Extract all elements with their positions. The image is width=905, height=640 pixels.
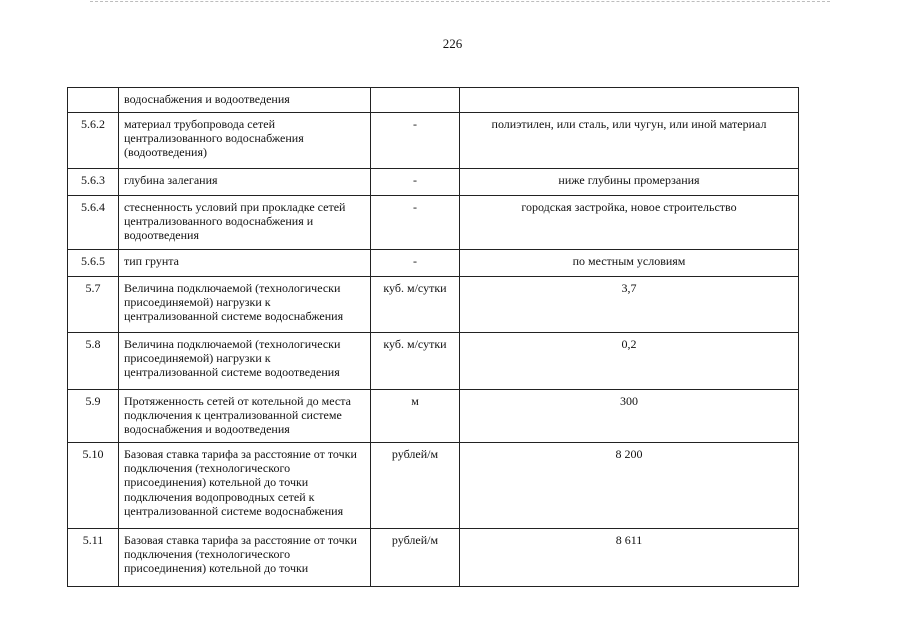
row-value: полиэтилен, или сталь, или чугун, или иной материал — [460, 113, 799, 169]
row-number: 5.10 — [68, 443, 119, 529]
row-parameter: водоснабжения и водоотведения — [119, 88, 371, 113]
row-unit: - — [371, 250, 460, 277]
row-value: ниже глубины промерзания — [460, 169, 799, 196]
row-parameter: Величина подключаемой (технологически присоединяемой) нагрузки к централизованной системе водоснабжения — [119, 277, 371, 333]
row-number: 5.6.2 — [68, 113, 119, 169]
row-number: 5.9 — [68, 390, 119, 443]
table-row — [68, 196, 799, 250]
row-parameter: материал трубопровода сетей централизованного водоснабжения (водоотведения) — [119, 113, 371, 169]
row-number: 5.7 — [68, 277, 119, 333]
row-number: 5.6.3 — [68, 169, 119, 196]
row-unit — [371, 88, 460, 113]
row-parameter: Базовая ставка тарифа за расстояние от точки подключения (технологического присоединения) котельной до точки подключения водопроводных сетей к централизованной системе водоснабжения — [119, 443, 371, 529]
row-parameter: Величина подключаемой (технологически присоединяемой) нагрузки к централизованной системе водоотведения — [119, 333, 371, 390]
row-unit: рублей/м — [371, 529, 460, 587]
row-parameter: стесненность условий при прокладке сетей централизованного водоснабжения и водоотведения — [119, 196, 371, 250]
row-unit: куб. м/сутки — [371, 333, 460, 390]
row-number: 5.6.5 — [68, 250, 119, 277]
row-value: 8 200 — [460, 443, 799, 529]
row-value: городская застройка, новое строительство — [460, 196, 799, 250]
parameters-table — [67, 87, 799, 587]
row-value: 0,2 — [460, 333, 799, 390]
table-row — [68, 443, 799, 529]
row-parameter: Протяженность сетей от котельной до места подключения к централизованной системе водоснабжения и водоотведения — [119, 390, 371, 443]
table-row — [68, 169, 799, 196]
table-row — [68, 529, 799, 587]
row-number: 5.8 — [68, 333, 119, 390]
row-unit: куб. м/сутки — [371, 277, 460, 333]
row-number: 5.11 — [68, 529, 119, 587]
top-scan-rule — [90, 1, 830, 2]
table-row — [68, 88, 799, 113]
table-row — [68, 390, 799, 443]
table-row — [68, 250, 799, 277]
row-value: 3,7 — [460, 277, 799, 333]
row-parameter: Базовая ставка тарифа за расстояние от точки подключения (технологического присоединения) котельной до точки — [119, 529, 371, 587]
page-number: 226 — [442, 36, 463, 51]
row-parameter: тип грунта — [119, 250, 371, 277]
row-unit: рублей/м — [371, 443, 460, 529]
row-unit: - — [371, 169, 460, 196]
table-row — [68, 333, 799, 390]
row-parameter: глубина залегания — [119, 169, 371, 196]
row-value — [460, 88, 799, 113]
row-value: 300 — [460, 390, 799, 443]
row-value: 8 611 — [460, 529, 799, 587]
row-unit: - — [371, 196, 460, 250]
row-number — [68, 88, 119, 113]
row-unit: - — [371, 113, 460, 169]
row-number: 5.6.4 — [68, 196, 119, 250]
row-value: по местным условиям — [460, 250, 799, 277]
table-row — [68, 277, 799, 333]
table-row — [68, 113, 799, 169]
row-unit: м — [371, 390, 460, 443]
